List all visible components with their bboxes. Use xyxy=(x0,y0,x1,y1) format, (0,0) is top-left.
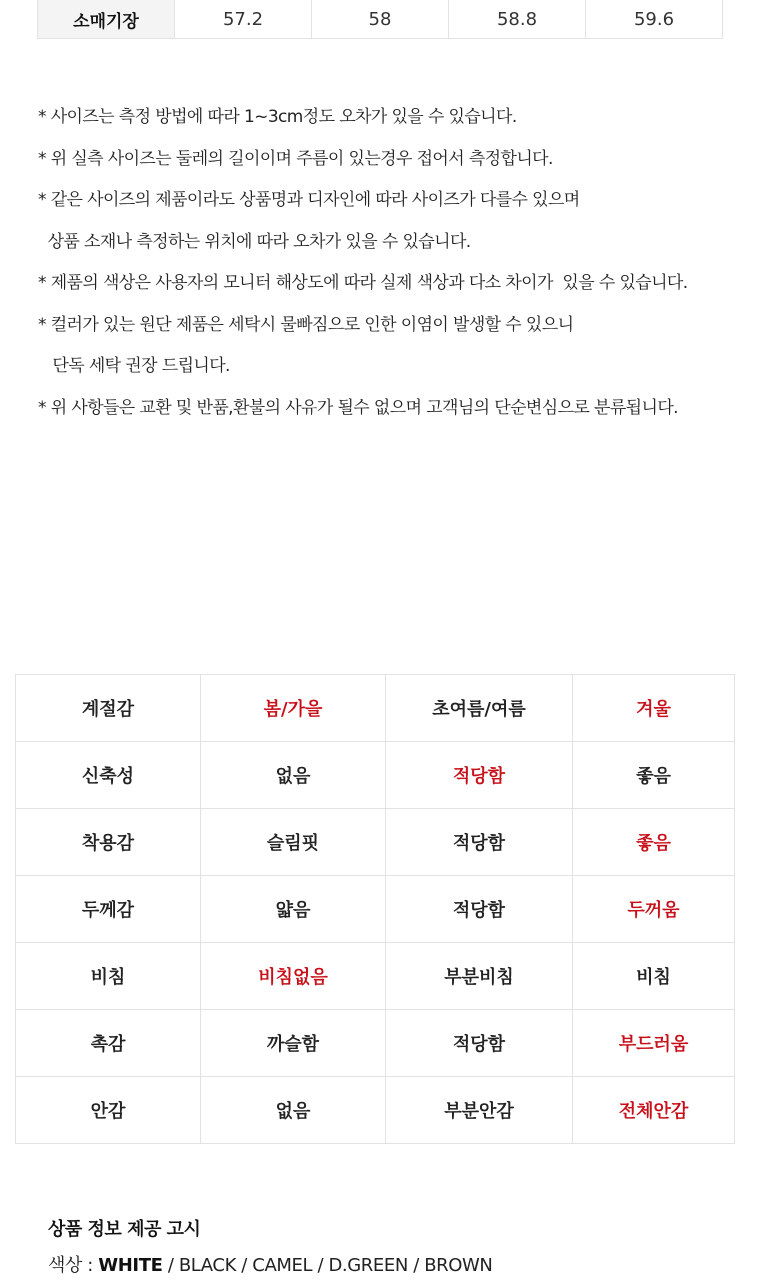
size-cell: 57.2 xyxy=(174,0,311,38)
property-option: 없음 xyxy=(201,742,386,809)
property-label: 촉감 xyxy=(16,1010,201,1077)
color-label: 색상 : xyxy=(48,1255,99,1276)
property-option: 전체안감 xyxy=(573,1077,735,1144)
property-option: 비침없음 xyxy=(201,943,386,1010)
size-table-row-sleeve-length xyxy=(37,0,723,39)
property-label: 착용감 xyxy=(16,809,201,876)
property-label: 비침 xyxy=(16,943,201,1010)
property-row xyxy=(16,675,735,742)
color-option: WHITE xyxy=(98,1255,163,1276)
property-option: 슬림핏 xyxy=(201,809,386,876)
note-line: * 위 실측 사이즈는 둘레의 길이이며 주름이 있는경우 접어서 측정합니다. xyxy=(38,148,553,169)
property-label: 두께감 xyxy=(16,876,201,943)
property-option: 비침 xyxy=(573,943,735,1010)
property-option: 적당함 xyxy=(386,876,573,943)
size-cell: 59.6 xyxy=(585,0,722,38)
property-option: 부분안감 xyxy=(386,1077,573,1144)
size-notes xyxy=(38,97,758,429)
note-line: 상품 소재나 측정하는 위치에 따라 오차가 있을 수 있습니다. xyxy=(38,231,471,252)
property-option: 두꺼움 xyxy=(573,876,735,943)
size-cell: 58 xyxy=(311,0,448,38)
color-option: BLACK xyxy=(178,1255,236,1276)
note-line: * 같은 사이즈의 제품이라도 상품명과 디자인에 따라 사이즈가 다를수 있으며 xyxy=(38,190,580,210)
product-info-notice-title: 상품 정보 제공 고시 xyxy=(48,1219,201,1240)
color-option: D.GREEN xyxy=(328,1255,408,1276)
color-separator: / xyxy=(407,1255,425,1276)
color-option: CAMEL xyxy=(252,1255,313,1276)
property-option: 적당함 xyxy=(386,809,573,876)
property-option: 없음 xyxy=(201,1077,386,1144)
property-row xyxy=(16,1077,735,1144)
color-separator: / xyxy=(312,1255,329,1276)
property-label: 계절감 xyxy=(16,675,201,742)
note-line: * 컬러가 있는 원단 제품은 세탁시 물빠짐으로 인한 이염이 발생할 수 있으니 xyxy=(38,314,574,335)
color-separator: / xyxy=(162,1255,179,1276)
property-option: 좋음 xyxy=(573,742,735,809)
note-line: * 위 사항들은 교환 및 반품,환불의 사유가 될수 없으며 고객님의 단순변심으로 분류됩니다. xyxy=(38,397,678,418)
property-row xyxy=(16,1010,735,1077)
property-option: 봄/가을 xyxy=(201,675,386,742)
color-list xyxy=(98,1255,492,1276)
property-option: 얇음 xyxy=(201,876,386,943)
note-line: 단독 세탁 권장 드립니다. xyxy=(38,356,230,376)
color-option: BROWN xyxy=(424,1255,493,1276)
property-label: 신축성 xyxy=(16,742,201,809)
fabric-properties-table xyxy=(15,674,735,1144)
property-row xyxy=(16,876,735,943)
size-cell: 58.8 xyxy=(448,0,585,38)
property-label: 안감 xyxy=(16,1077,201,1144)
color-options-line xyxy=(48,1251,493,1277)
note-line: * 사이즈는 측정 방법에 따라 1~3cm정도 오차가 있을 수 있습니다. xyxy=(38,107,517,127)
property-row xyxy=(16,943,735,1010)
note-line: * 제품의 색상은 사용자의 모니터 해상도에 따라 실제 색상과 다소 차이가 있을 수 있습니다. xyxy=(38,273,688,293)
property-row xyxy=(16,809,735,876)
property-option: 까슬함 xyxy=(201,1010,386,1077)
property-row xyxy=(16,742,735,809)
property-option: 부분비침 xyxy=(386,943,573,1010)
property-option: 부드러움 xyxy=(573,1010,735,1077)
color-separator: / xyxy=(235,1255,253,1276)
property-option: 적당함 xyxy=(386,1010,573,1077)
property-option: 초여름/여름 xyxy=(386,675,573,742)
property-option: 좋음 xyxy=(573,809,735,876)
size-row-label: 소매기장 xyxy=(38,0,174,38)
property-option: 겨울 xyxy=(573,675,735,742)
property-option: 적당함 xyxy=(386,742,573,809)
